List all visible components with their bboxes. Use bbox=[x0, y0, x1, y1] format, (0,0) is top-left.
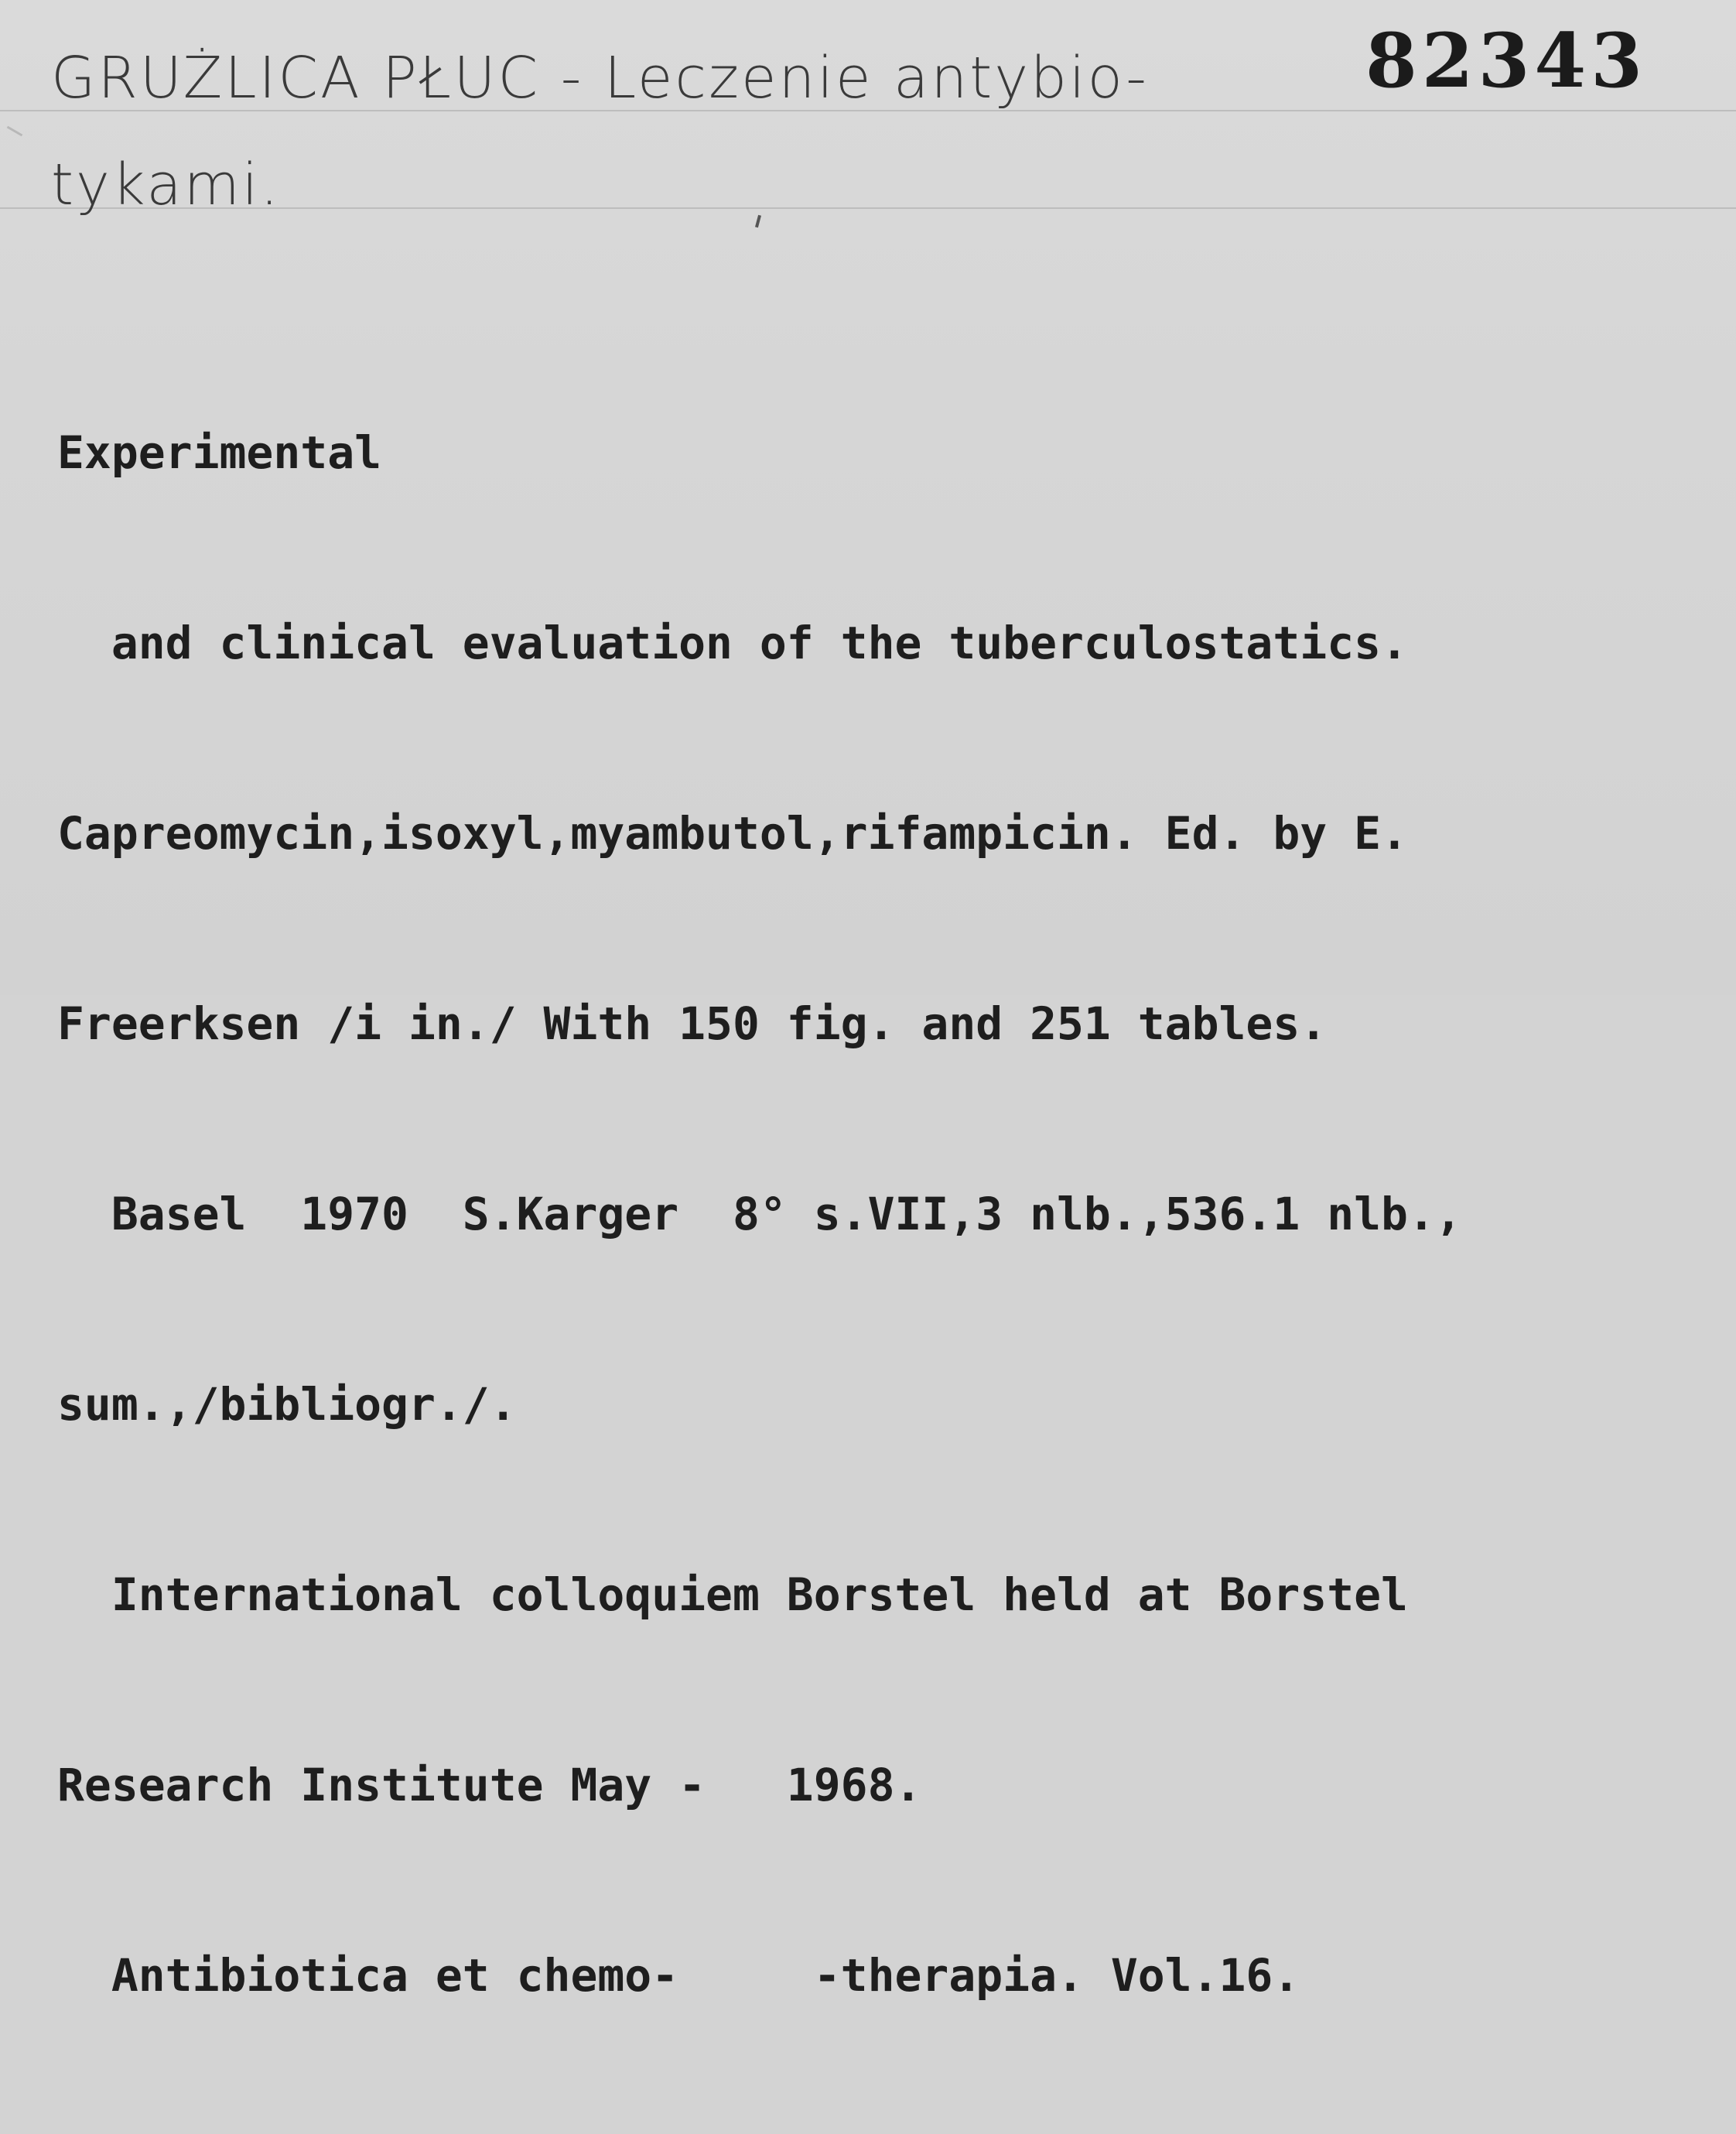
entry-line: Freerksen /i in./ With 150 fig. and 251 tables. bbox=[57, 997, 1328, 1050]
call-number: 82343 bbox=[1365, 17, 1647, 104]
entry-line: Research Institute May - 1968. bbox=[57, 1759, 922, 1811]
subject-heading-line-1: GRUŻLICA PŁUC - Leczenie antybio- bbox=[51, 45, 1149, 111]
entry-line: sum.,/bibliogr./. bbox=[57, 1378, 517, 1431]
entry-line: Antibiotica et chemo- -therapia. Vol.16. bbox=[57, 1949, 1300, 2002]
entry-line: Basel 1970 S.Karger 8° s.VII,3 nlb.,536.1 nlb., bbox=[57, 1188, 1462, 1240]
entry-line: International colloquiem Borstel held at Borstel bbox=[57, 1568, 1408, 1621]
bibliographic-entry bbox=[57, 294, 1462, 2134]
entry-line: Experimental bbox=[57, 426, 382, 479]
card-mark bbox=[7, 126, 23, 137]
ink-speck bbox=[755, 215, 761, 227]
entry-line: Capreomycin,isoxyl,myambutol,rifampicin. Ed. by E. bbox=[57, 807, 1408, 860]
entry-line: and clinical evaluation of the tuberculostatics. bbox=[57, 617, 1408, 669]
subject-heading-line-2: tykami. bbox=[51, 152, 281, 218]
